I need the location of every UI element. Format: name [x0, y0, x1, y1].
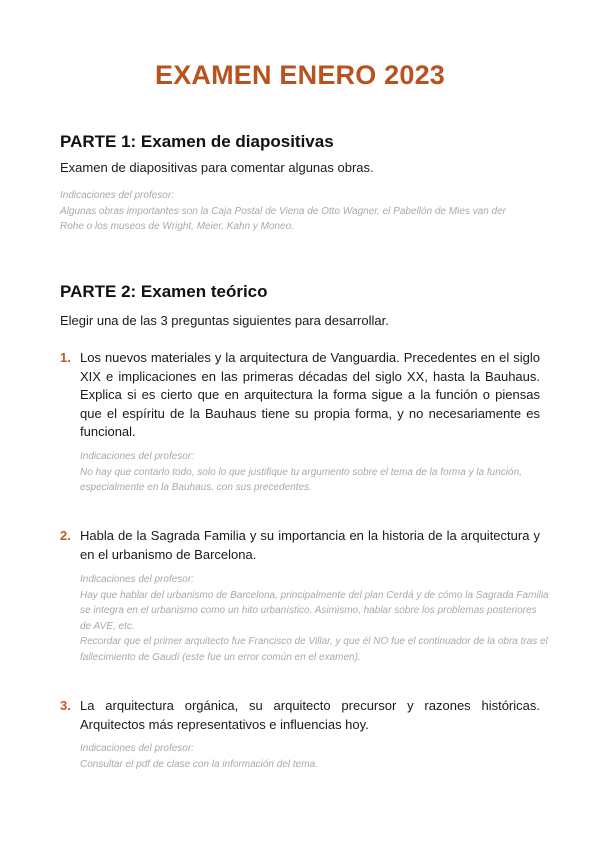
question-number: 3. [60, 698, 71, 713]
question-number: 1. [60, 350, 71, 365]
question-text: Habla de la Sagrada Familia y su importancia en la historia de la arquitectura y en el urbanismo de Barcelona. [80, 528, 540, 562]
question-1-notes [80, 449, 550, 496]
notes-text: Consultar el pdf de clase con la información del tema. [80, 758, 318, 770]
part2-intro: Elegir una de las 3 preguntas siguientes para desarrollar. [60, 313, 389, 328]
notes-label: Indicaciones del profesor: [60, 190, 174, 201]
question-1 [60, 349, 540, 442]
notes-text: No hay que contarlo todo, solo lo que justifique tu argumento sobre el tema de la forma y la función, especialmente en la Bauhaus, con sus precedentes. [80, 466, 522, 493]
notes-text: Algunas obras importantes son la Caja Postal de Viena de Otto Wagner, el Pabellón de Mies van der Rohe o los museos de Wright, Meier, Kahn y Moneo. [60, 205, 507, 232]
question-3 [60, 697, 540, 734]
notes-text: Recordar que el primer arquitecto fue Francisco de Villar, y que él NO fue el continuador de la obra tras el fallecimiento de Gaudí (este fue un error común en el examen). [80, 636, 548, 663]
notes-label: Indicaciones del profesor: [80, 451, 194, 462]
part1-intro: Examen de diapositivas para comentar algunas obras. [60, 160, 374, 175]
part2-heading: PARTE 2: Examen teórico [60, 282, 268, 301]
question-2 [60, 527, 540, 564]
notes-label: Indicaciones del profesor: [80, 743, 194, 754]
page-title: EXAMEN ENERO 2023 [155, 60, 445, 90]
notes-label: Indicaciones del profesor: [80, 574, 194, 585]
notes-text: Hay que hablar del urbanismo de Barcelona, principalmente del plan Cerdá y de cómo la Sagrada Familia se integra en el urbanismo como un hito urbanístico. Asimismo, hablar sobre los problemas posteriores de AVE, etc. [80, 589, 549, 632]
part1-heading: PARTE 1: Examen de diapositivas [60, 132, 334, 151]
question-number: 2. [60, 528, 71, 543]
question-text: La arquitectura orgánica, su arquitecto precursor y razones históricas. Arquitectos más representativos e influencias hoy. [80, 698, 540, 732]
question-2-notes [80, 572, 550, 665]
question-3-notes [80, 741, 550, 772]
question-text: Los nuevos materiales y la arquitectura de Vanguardia. Precedentes en el siglo XIX e implicaciones en las primeras décadas del siglo XX, hasta la Bauhaus. Explica si es cierto que en arquitectura la forma sigue a la función o piensas que el espíritu de la Bauhaus tiene su propia forma, y no necesariamente es funcional. [80, 350, 540, 439]
part1-notes [60, 188, 530, 235]
